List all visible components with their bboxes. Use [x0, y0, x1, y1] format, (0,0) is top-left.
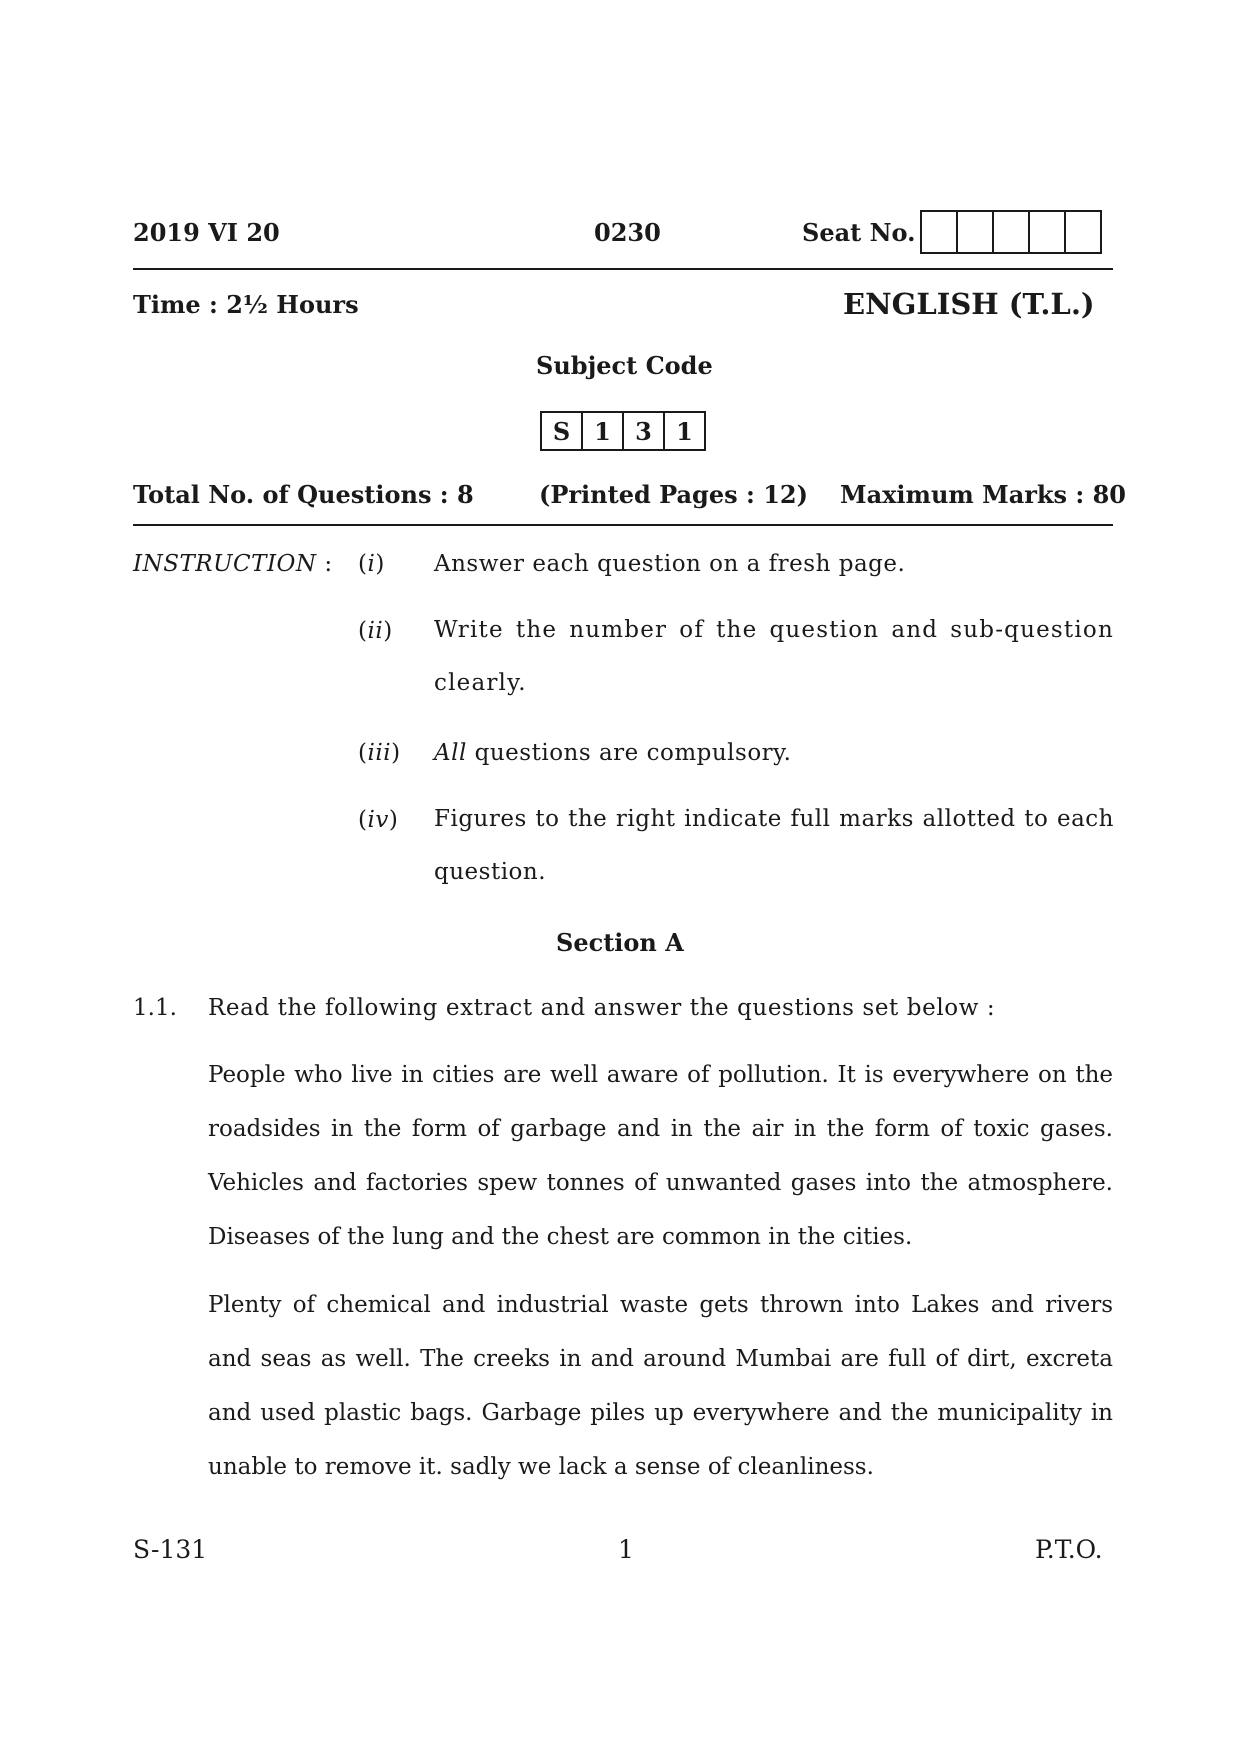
instruction-text [434, 740, 1114, 766]
extract-paragraph: Plenty of chemical and industrial waste gets thrown into Lakes and rivers and seas as well. The creeks in and around Mumbai are full of dirt, excreta and used plastic bags. Garbage piles up everywhere and the municipality in unable to remove it. sadly we lack a sense of cleanliness. [208, 1292, 1113, 1480]
subject-code-boxes [540, 411, 706, 451]
seat-number-box[interactable] [1030, 212, 1066, 252]
subject-code-char: 3 [624, 413, 665, 449]
section-title: Section A [556, 928, 684, 957]
seat-number-box[interactable] [994, 212, 1030, 252]
instruction-number: (i) [358, 551, 385, 577]
question-number: 1.1. [133, 995, 177, 1021]
paper-code: 2019 VI 20 [133, 218, 280, 247]
subject-title: ENGLISH (T.L.) [843, 287, 1095, 321]
subject-code-char: 1 [676, 416, 693, 446]
instruction-emphasis: All [434, 740, 467, 766]
page-number: 1 [618, 1535, 634, 1564]
printed-pages: (Printed Pages : 12) [539, 480, 808, 509]
instruction-number: (ii) [358, 618, 393, 644]
seat-number-label: Seat No. [802, 218, 916, 247]
header-rule [133, 268, 1113, 270]
subject-code-label: Subject Code [536, 351, 713, 380]
please-turn-over: P.T.O. [1035, 1535, 1103, 1564]
instruction-text: Write the number of the question and sub-question clearly. [434, 617, 1114, 696]
instruction-text-rest: questions are compulsory. [466, 740, 792, 766]
instruction-text: Answer each question on a fresh page. [434, 551, 906, 577]
meta-rule [133, 524, 1113, 526]
seat-number-boxes[interactable] [920, 210, 1102, 254]
extract-paragraph: People who live in cities are well aware of pollution. It is everywhere on the roadsides in the form of garbage and in the air in the form of toxic gases. Vehicles and factories spew tonnes of unwanted gases into the atmosphere. Diseases of the lung and the chest are common in the cities. [208, 1062, 1113, 1250]
seat-number-box[interactable] [958, 212, 994, 252]
maximum-marks: Maximum Marks : 80 [840, 480, 1127, 509]
instruction-text: Figures to the right indicate full marks allotted to each question. [434, 806, 1114, 885]
subject-code-char: S [542, 413, 583, 449]
center-code: 0230 [594, 218, 661, 247]
seat-number-box[interactable] [922, 212, 958, 252]
instruction-label: INSTRUCTION [133, 551, 317, 577]
instruction-number: (iii) [358, 740, 401, 766]
subject-code-char: 1 [583, 413, 624, 449]
footer-code: S-131 [133, 1535, 208, 1564]
instruction-number: (iv) [358, 807, 399, 833]
exam-time: Time : 2½ Hours [133, 290, 359, 319]
total-questions: Total No. of Questions : 8 [133, 480, 474, 509]
instruction-heading: INSTRUCTION : [133, 551, 333, 577]
seat-number-box[interactable] [1066, 212, 1100, 252]
question-prompt: Read the following extract and answer the questions set below : [208, 995, 996, 1021]
